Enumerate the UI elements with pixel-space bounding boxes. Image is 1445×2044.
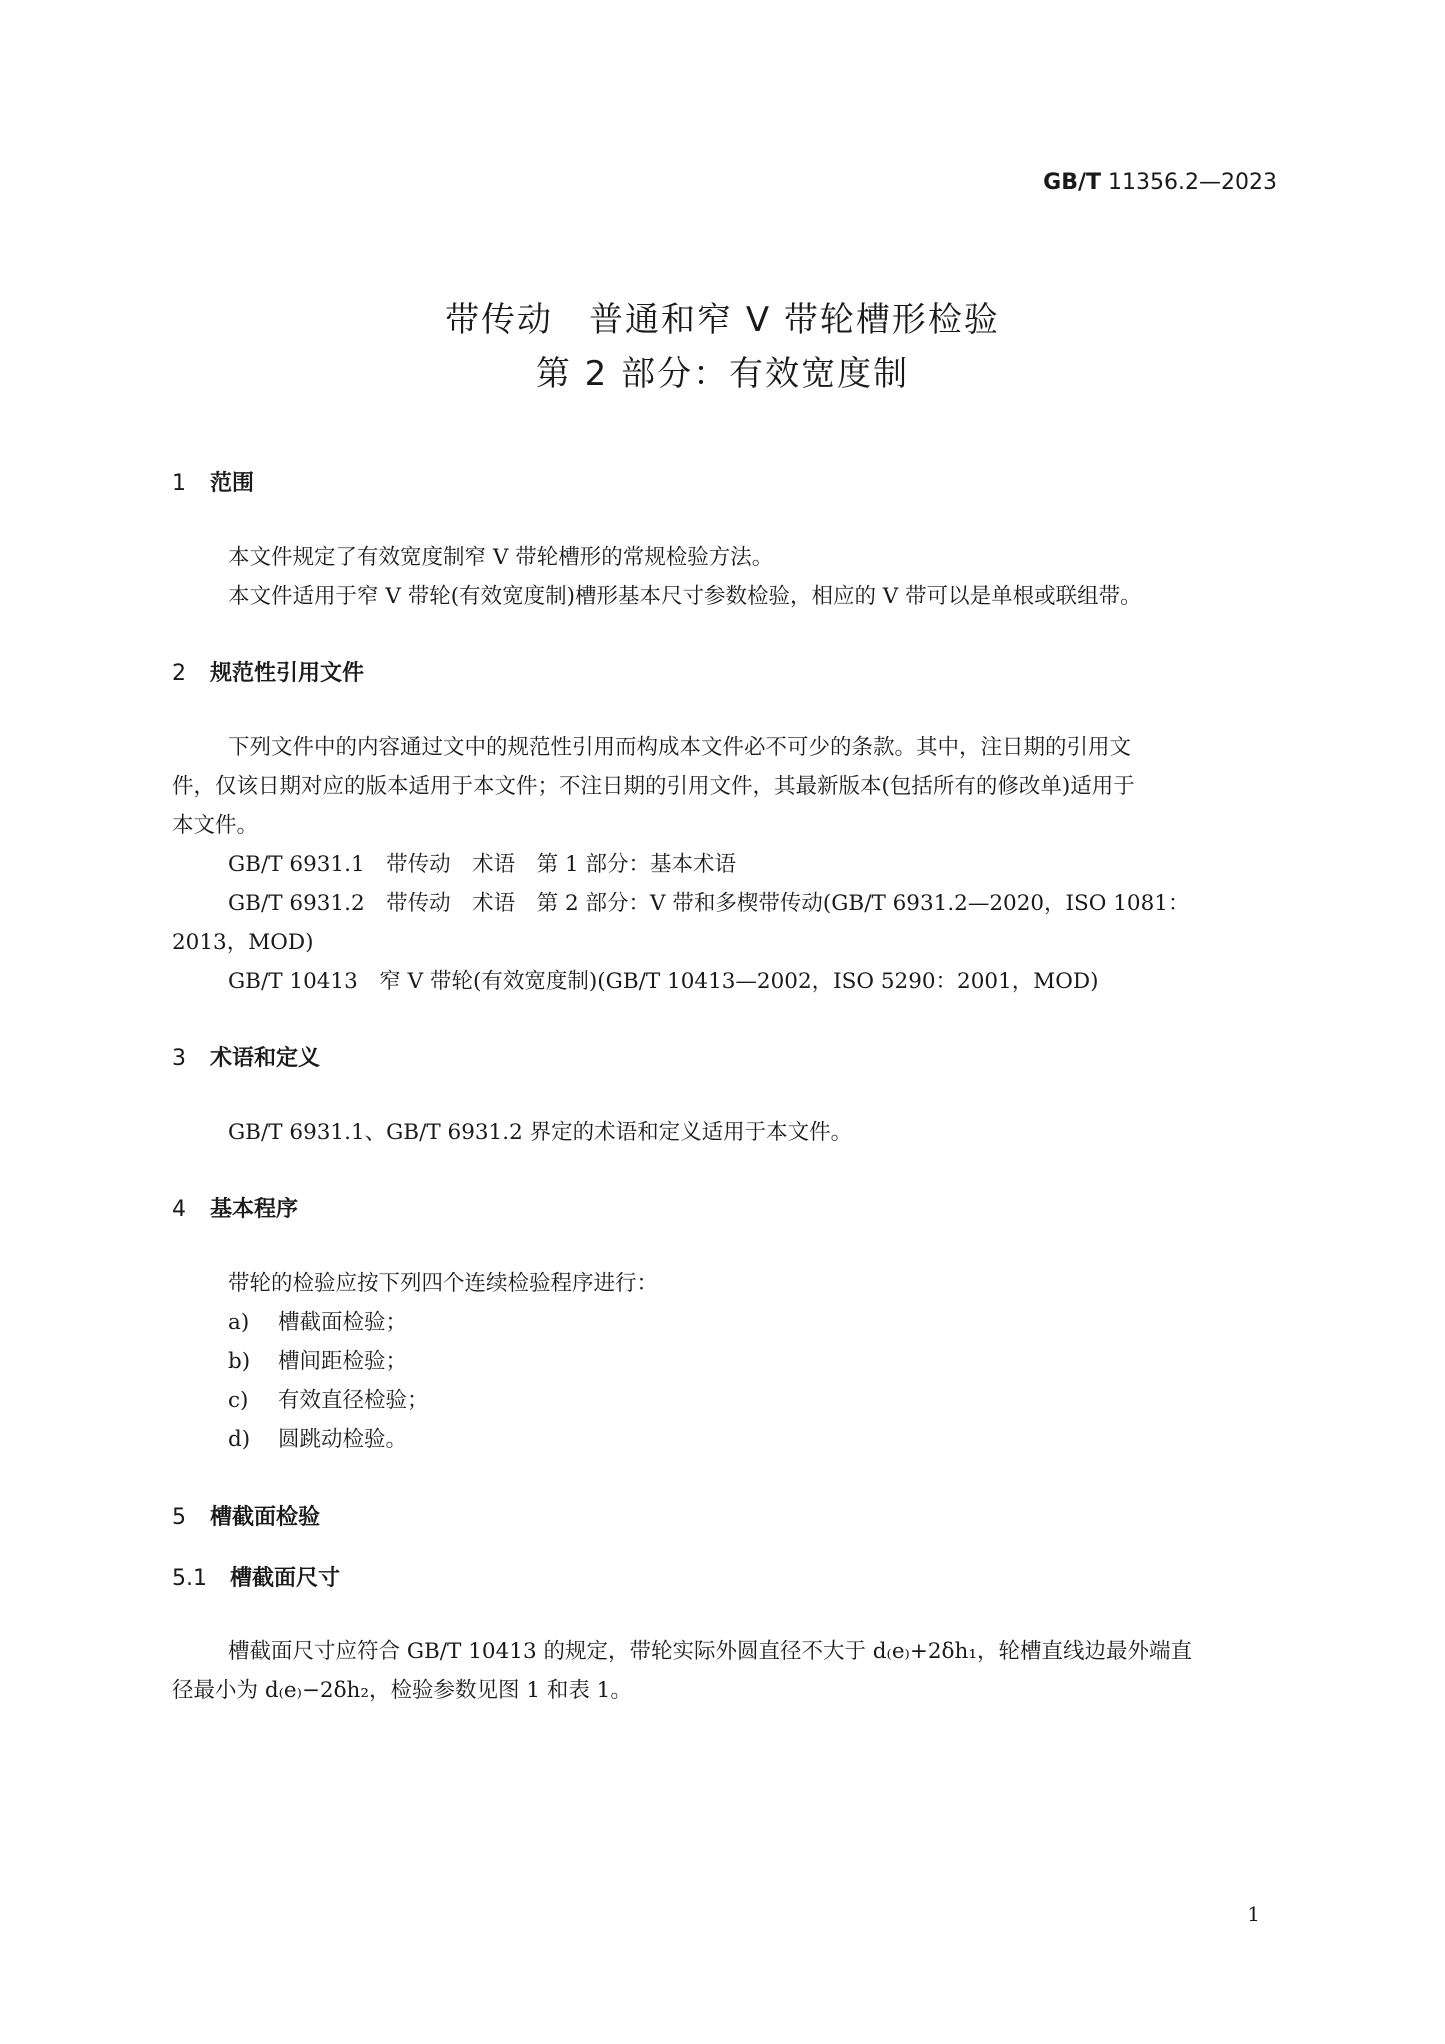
section-3-paragraph: GB/T 6931.1、GB/T 6931.2 界定的术语和定义适用于本文件。 [228,1120,853,1145]
section-number: 2 [172,661,186,686]
standard-prefix: GB/T [1043,170,1102,195]
section-title: 规范性引用文件 [210,661,365,686]
section-number: 1 [172,471,186,496]
list-item-text: 有效直径检验； [278,1388,429,1413]
document-title-line2: 第 2 部分：有效宽度制 [535,354,910,394]
section-1-paragraph-2: 本文件适用于窄 V 带轮(有效宽度制)槽形基本尺寸参数检验，相应的 V 带可以是单根或联组带。 [228,584,1142,609]
section-3-heading [172,1041,320,1072]
section-title: 范围 [210,471,255,496]
section-5-heading [172,1500,320,1531]
list-item [172,1383,429,1414]
list-item-text: 槽间距检验； [278,1349,408,1374]
section-title: 术语和定义 [210,1046,321,1071]
section-1-paragraph-1: 本文件规定了有效宽度制窄 V 带轮槽形的常规检验方法。 [228,545,774,570]
section-number: 5 [172,1505,186,1530]
section-1-heading [172,466,254,497]
list-item-label: a) [228,1310,250,1335]
reference-gbt-10413: GB/T 10413 窄 V 带轮(有效宽度制)(GB/T 10413—2002，ISO 5290：2001，MOD) [228,969,1099,994]
list-item [172,1305,407,1336]
list-item [172,1344,407,1375]
reference-gbt-6931-1: GB/T 6931.1 带传动 术语 第 1 部分：基本术语 [228,852,736,877]
section-2-paragraph-line-3: 本文件。 [172,813,259,838]
section-title: 基本程序 [210,1197,299,1222]
document-title-line1: 带传动 普通和窄 V 带轮槽形检验 [445,300,1000,340]
section-4-paragraph: 带轮的检验应按下列四个连续检验程序进行： [228,1271,659,1296]
section-4-heading [172,1192,298,1223]
section-2-paragraph-line-1: 下列文件中的内容通过文中的规范性引用而构成本文件必不可少的条款。其中，注日期的引用文 [228,735,1132,760]
section-number: 3 [172,1046,186,1071]
section-number: 5.1 [172,1566,207,1591]
reference-gbt-6931-2-cont: 2013，MOD) [172,930,314,955]
section-5-1-paragraph-line-1: 槽截面尺寸应符合 GB/T 10413 的规定，带轮实际外圆直径不大于 d₍e₎+2δh₁，轮槽直线边最外端直 [228,1639,1192,1664]
list-item-text: 圆跳动检验。 [278,1427,408,1452]
list-item-label: c) [228,1388,249,1413]
section-2-heading [172,656,364,687]
reference-gbt-6931-2: GB/T 6931.2 带传动 术语 第 2 部分：V 带和多楔带传动(GB/T 6931.2—2020，ISO 1081： [228,891,1190,916]
section-2-paragraph-line-2: 件，仅该日期对应的版本适用于本文件；不注日期的引用文件，其最新版本(包括所有的修改单)适用于 [172,774,1135,799]
list-item [172,1422,407,1453]
list-item-label: d) [228,1427,251,1452]
page-number: 1 [1247,1902,1260,1926]
list-item-label: b) [228,1349,251,1374]
section-title: 槽截面检验 [210,1505,321,1530]
standard-number [1043,170,1277,195]
section-number: 4 [172,1197,186,1222]
standard-code: 11356.2—2023 [1108,170,1277,195]
section-5-1-paragraph-line-2: 径最小为 d₍e₎−2δh₂，检验参数见图 1 和表 1。 [172,1678,632,1703]
list-item-text: 槽截面检验； [278,1310,408,1335]
section-title: 槽截面尺寸 [230,1566,341,1591]
section-5-1-heading [172,1561,340,1592]
